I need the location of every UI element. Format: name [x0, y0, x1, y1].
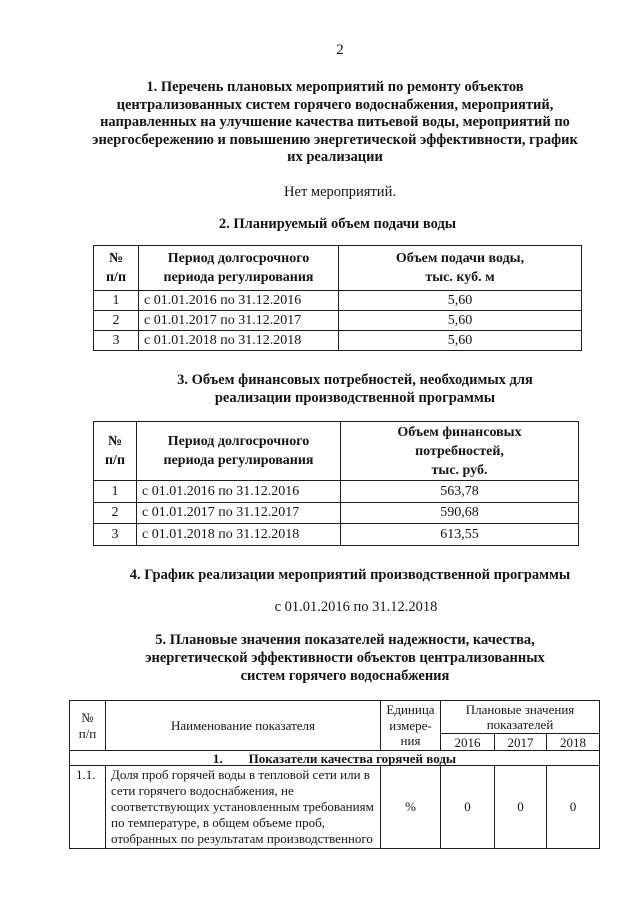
table-row [94, 311, 582, 331]
row-number: 1 [94, 481, 137, 503]
header-number [70, 701, 106, 751]
heading-line: энергосбережению и повышению энергетической эффективности, график [92, 131, 578, 148]
heading-line: систем горячего водоснабжения [240, 668, 450, 684]
row-number: 3 [94, 524, 137, 546]
row-value: 590,68 [341, 502, 579, 524]
table-header-row [94, 422, 579, 481]
header-line: п/п [104, 453, 126, 468]
indicators-table [69, 700, 600, 849]
row-period: с 01.01.2018 по 31.12.2018 [139, 331, 339, 351]
table-row [70, 766, 600, 849]
group-title: Показатели качества горячей воды [248, 750, 457, 766]
heading-line: 5. Плановые значения показателей надежности, качества, [155, 632, 535, 648]
section-1-note: Нет мероприятий. [284, 184, 396, 200]
heading-line: 1. Перечень плановых мероприятий по ремонту объектов [146, 79, 524, 95]
row-value: 563,78 [341, 481, 579, 503]
table-row [94, 481, 579, 503]
financial-needs-table [93, 421, 579, 546]
heading-line: их реализации [287, 149, 383, 165]
heading-line: энергетической эффективности объектов централизованных [145, 650, 545, 666]
header-period [137, 422, 341, 481]
row-value: 5,60 [339, 311, 582, 331]
header-line: п/п [78, 725, 97, 741]
row-period: с 01.01.2017 по 31.12.2017 [137, 502, 341, 524]
row-period: с 01.01.2016 по 31.12.2016 [139, 291, 339, 311]
row-value-2017: 0 [495, 766, 547, 849]
heading-line: направленных на улучшение качества питьевой воды, мероприятий по [100, 114, 570, 130]
row-number: 2 [94, 502, 137, 524]
header-line: № [81, 710, 94, 725]
name-line: отобранных по результатам производственного [111, 831, 373, 846]
section-5-heading [95, 631, 595, 685]
header-line: периода регулирования [163, 270, 314, 285]
page-number: 2 [336, 42, 344, 58]
header-volume [339, 246, 582, 291]
row-value: 613,55 [341, 524, 579, 546]
header-financial-volume [341, 422, 579, 481]
row-period: с 01.01.2016 по 31.12.2016 [137, 481, 341, 503]
header-number [94, 246, 139, 291]
row-number: 1.1. [70, 766, 106, 849]
heading-line: реализации производственной программы [214, 390, 496, 406]
section-4-period: с 01.01.2016 по 31.12.2018 [274, 599, 438, 615]
header-line: тыс. руб. [431, 462, 488, 478]
group-number: 1. [212, 750, 223, 766]
row-value: 5,60 [339, 291, 582, 311]
row-number: 3 [94, 331, 139, 351]
header-year-2018: 2018 [547, 734, 600, 751]
header-planned-values [441, 701, 600, 734]
header-line: № [108, 251, 124, 266]
header-line: тыс. куб. м [425, 270, 495, 285]
header-line: Объем финансовых [397, 424, 522, 440]
header-indicator-name: Наименование показателя [106, 701, 381, 751]
section-1-heading [70, 79, 600, 167]
table-row [94, 331, 582, 351]
header-unit [381, 701, 441, 751]
header-line: измере- [389, 717, 432, 733]
table-header-row [70, 701, 600, 734]
table-header-row [94, 246, 582, 291]
row-period: с 01.01.2018 по 31.12.2018 [137, 524, 341, 546]
heading-line: 3. Объем финансовых потребностей, необходимых для [177, 372, 533, 388]
section-4-heading: 4. График реализации мероприятий производственной программы [129, 567, 571, 583]
name-line: сети горячего водоснабжения, не [111, 783, 294, 798]
header-line: Плановые значения [465, 701, 575, 717]
header-year-2017: 2017 [495, 734, 547, 751]
header-line: п/п [105, 270, 127, 285]
header-line: потребностей, [415, 443, 504, 459]
row-indicator-name [106, 766, 381, 849]
header-number [94, 422, 137, 481]
header-line: Период долгосрочного [167, 251, 310, 266]
row-period: с 01.01.2017 по 31.12.2017 [139, 311, 339, 331]
header-line: показателей [486, 717, 554, 732]
name-line: Доля проб горячей воды в тепловой сети или в [111, 767, 370, 782]
water-supply-volume-table [93, 245, 582, 351]
row-number: 2 [94, 311, 139, 331]
header-line: № [107, 434, 123, 449]
header-line: периода регулирования [163, 453, 314, 468]
section-3-heading [130, 371, 580, 407]
header-period [139, 246, 339, 291]
row-value-2018: 0 [547, 766, 600, 849]
table-row [94, 524, 579, 546]
table-row [94, 502, 579, 524]
header-year-2016: 2016 [441, 734, 495, 751]
name-line: соответствующих установленным требованиям [111, 799, 374, 814]
name-line: по температуре, в общем объеме проб, [111, 815, 325, 830]
table-group-row [70, 751, 600, 766]
section-2-heading: 2. Планируемый объем подачи воды [218, 216, 457, 232]
row-unit: % [381, 766, 441, 849]
header-line: ния [400, 733, 421, 749]
row-value-2016: 0 [441, 766, 495, 849]
header-line: Объем подачи воды, [395, 251, 525, 266]
row-value: 5,60 [339, 331, 582, 351]
group-title-cell [70, 751, 600, 766]
table-row [94, 291, 582, 311]
heading-line: централизованных систем горячего водоснабжения, мероприятий, [116, 96, 554, 113]
header-line: Единица [386, 702, 435, 718]
row-number: 1 [94, 291, 139, 311]
header-line: Период долгосрочного [167, 434, 310, 449]
